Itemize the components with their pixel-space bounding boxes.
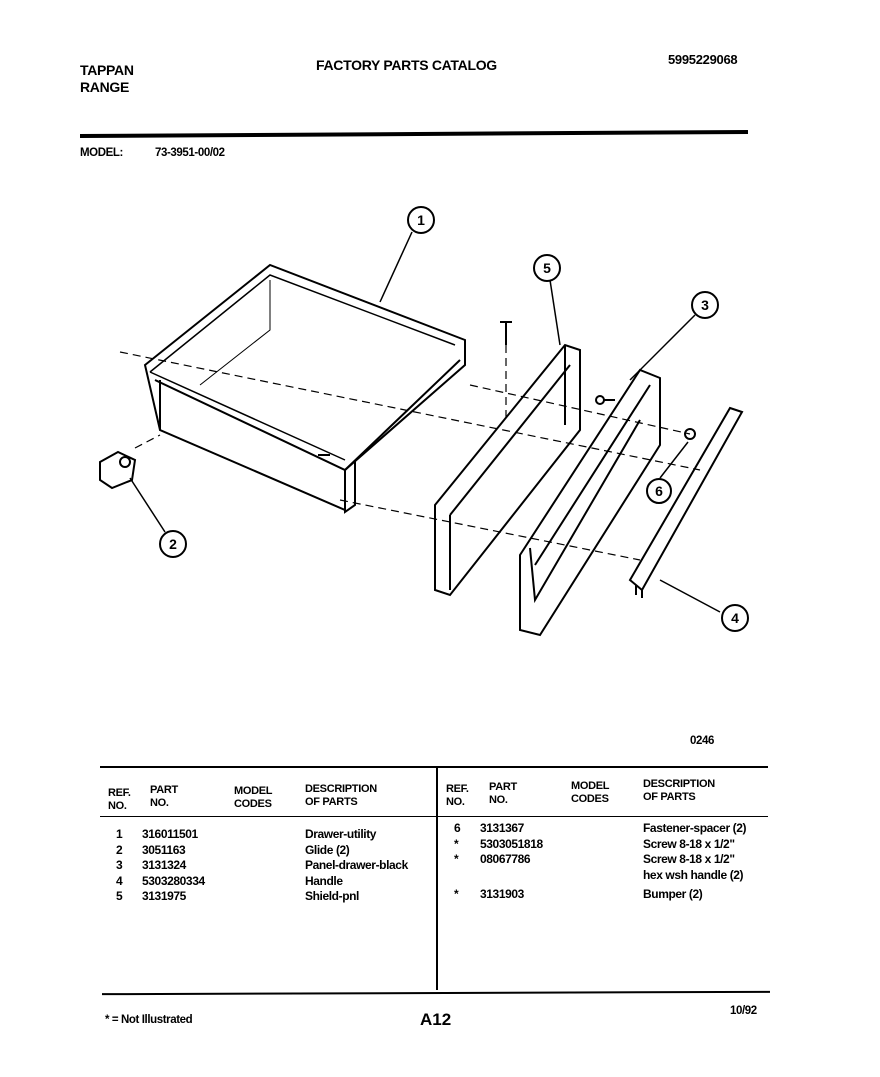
brand: TAPPAN <box>80 62 134 78</box>
model-value: 73-3951-00/02 <box>155 147 225 159</box>
cell-part: 3131903 <box>480 887 524 901</box>
table-header-rule <box>100 816 768 817</box>
header-desc-right: DESCRIPTION OF PARTS <box>643 778 715 803</box>
table-top-rule <box>100 766 768 768</box>
cell-ref: * <box>454 887 459 901</box>
cell-desc: Drawer-utility <box>305 827 377 841</box>
table-row <box>108 827 438 843</box>
cell-ref: 4 <box>116 873 123 888</box>
cell-desc: Glide (2) <box>305 842 350 857</box>
table-row <box>446 883 776 907</box>
header-model-right: MODEL CODES <box>571 780 610 805</box>
cell-desc: Handle <box>305 873 343 888</box>
table-row <box>446 868 776 884</box>
cell-ref: 2 <box>116 842 123 857</box>
cell-part: 5303280334 <box>142 873 205 888</box>
cell-desc: Screw 8-18 x 1/2" <box>643 852 735 866</box>
cell-ref: * <box>454 836 459 851</box>
cell-ref: 3 <box>116 858 123 872</box>
callout-2: 2 <box>169 536 177 552</box>
table-row <box>108 858 438 874</box>
cell-part: 08067786 <box>480 852 531 866</box>
page-number: A12 <box>420 1010 452 1029</box>
cell-part: 316011501 <box>142 827 198 841</box>
callout-6: 6 <box>655 483 663 499</box>
cell-desc: Shield-pnl <box>305 889 359 903</box>
cell-desc: Fastener-spacer (2) <box>643 821 747 835</box>
table-row <box>446 821 776 837</box>
cell-part: 3131367 <box>480 821 524 835</box>
header-model: MODEL CODES <box>234 785 273 810</box>
header-ref-right: REF. NO. <box>446 783 469 808</box>
cell-ref: 1 <box>116 827 123 841</box>
model-label: MODEL: <box>80 147 123 159</box>
catalog-number: 5995229068 <box>668 52 738 67</box>
cell-desc: Screw 8-18 x 1/2" <box>643 836 735 851</box>
callout-3: 3 <box>701 297 709 313</box>
catalog-title: FACTORY PARTS CATALOG <box>316 57 497 73</box>
not-illustrated-note: * = Not Illustrated <box>105 1014 193 1026</box>
cell-desc: Bumper (2) <box>643 887 703 901</box>
cell-ref: 6 <box>454 821 461 835</box>
table-row <box>108 874 438 890</box>
callout-4: 4 <box>731 610 739 626</box>
cell-part: 3131975 <box>142 889 186 903</box>
callout-1: 1 <box>417 212 425 228</box>
cell-ref: 5 <box>116 889 123 903</box>
table-row <box>446 852 776 868</box>
table-row <box>108 843 438 859</box>
cell-part: 3131324 <box>142 858 186 872</box>
header-part-right: PART NO. <box>489 781 517 806</box>
table-row <box>108 889 438 905</box>
cell-ref: * <box>454 852 459 866</box>
figure-code: 0246 <box>690 735 714 747</box>
cell-desc: Panel-drawer-black <box>305 858 408 872</box>
product: RANGE <box>80 79 130 95</box>
header-desc: DESCRIPTION OF PARTS <box>305 783 377 808</box>
revision-date: 10/92 <box>730 1005 757 1017</box>
cell-desc: hex wsh handle (2) <box>643 867 744 882</box>
cell-part: 3051163 <box>142 842 186 857</box>
table-row <box>446 837 776 853</box>
callout-5: 5 <box>543 260 551 276</box>
header-ref: REF. NO. <box>108 787 131 812</box>
header-part: PART NO. <box>150 784 178 809</box>
table-bottom-rule <box>102 991 770 995</box>
cell-part: 5303051818 <box>480 836 543 851</box>
